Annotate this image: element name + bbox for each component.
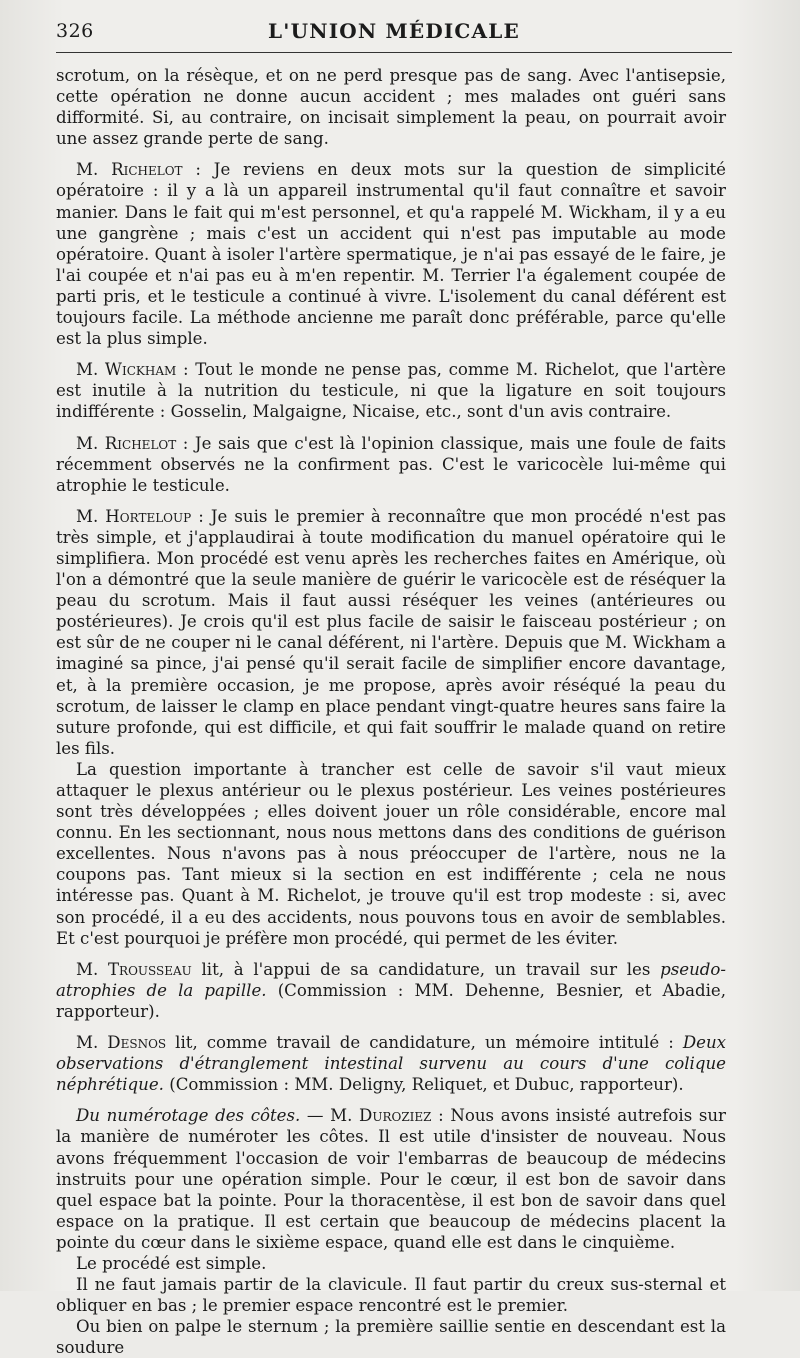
dash: — <box>300 1106 331 1126</box>
paragraph-horteloup-cont: La question importante à trancher est celle de savoir s'il vaut mieux attaquer le plexus antérieur ou le plexus postérieur. Les veines postérieures sont très développées ; elles doivent jouer un rôle considérable, encore mal connu. En les sectionnant, nous nous mettons dans des conditions de guérison excellentes. Nous n'avons pas à nous préoccuper de l'artère, nous ne la coupons pas. Tant mieux si la section en est indifférente ; cela ne nous intéresse pas. Quant à M. Richelot, je trouve qu'il est trop modeste : si, avec son procédé, il a eu des accidents, nous pouvons tous en avoir de semblables. Et c'est pourquoi je préfère mon procédé, qui permet de les éviter. <box>56 759 726 948</box>
paragraph-duroziez <box>56 1105 726 1253</box>
paragraph-trousseau <box>56 959 726 1022</box>
speaker-name: M. Richelot <box>76 433 177 453</box>
paragraph-wickham <box>56 359 726 422</box>
work-title: Deux observations d'étranglement intestinal survenu au cours d'une colique néphrétique. <box>56 1033 726 1095</box>
work-title: pseudo-atrophies de la papille. <box>56 959 726 1000</box>
paragraph-richelot-1 <box>56 159 726 349</box>
page-header <box>56 0 732 53</box>
speaker-name: M. Desnos <box>76 1033 167 1053</box>
paragraph-horteloup <box>56 506 726 759</box>
running-title: L'UNION MÉDICALE <box>268 19 520 43</box>
paragraph-richelot-2 <box>56 433 726 496</box>
speaker-name: M. Trousseau <box>76 959 192 979</box>
section-heading: Du numérotage des côtes. <box>76 1106 301 1126</box>
paragraph-clavicule: Il ne faut jamais partir de la clavicule. Il faut partir du creux sus-sternal et obliquer en bas ; le premier espace rencontré est le premier. <box>56 1275 726 1316</box>
paragraph-procede: Le procédé est simple. <box>76 1253 267 1273</box>
paragraph-text: : Nous avons insisté autrefois sur la manière de numéroter les côtes. Il est utile d'insister de nouveau. Nous avons fréquemment l'occasion de voir l'embarras de beaucoup de médecins instruits pour une opération simple. Pour le cœur, il est bon de savoir dans quel espace bat la pointe. Pour la thoracentèse, il est bon de savoir dans quel espace on la pratique. Il est certain que beaucoup de médecins placent la pointe du cœur dans le sixième espace, quand elle est dans le cinquième. <box>56 1106 726 1252</box>
speaker-name: M. Richelot <box>76 160 183 180</box>
paragraph-desnos <box>56 1032 726 1095</box>
page-number: 326 <box>56 20 94 42</box>
paragraph-text: : Tout le monde ne pense pas, comme M. Richelot, que l'artère est inutile à la nutrition du testicule, ni que la ligature en soit toujours indifférente : Gosselin, Malgaigne, Nicaise, etc., sont d'un avis contraire. <box>56 360 726 422</box>
paragraph-continuation: scrotum, on la résèque, et on ne perd presque pas de sang. Avec l'antisepsie, cette opération ne donne aucun accident ; mes malades ont guéri sans difformité. Si, au contraire, on incisait simplement la peau, on pourrait avoir une assez grande perte de sang. <box>56 66 726 149</box>
paragraph-text: lit, à l'appui de sa candidature, un travail sur les <box>191 959 661 979</box>
paragraph-sternum: Ou bien on palpe le sternum ; la première saillie sentie en descendant est la soudure <box>56 1317 726 1358</box>
paragraph-text: : Je suis le premier à reconnaître que mon procédé n'est pas très simple, et j'applaudirai à toute modification du manuel opératoire qui le simplifiera. Mon procédé est venu après les recherches faites en Amérique, où l'on a démontré que la seule manière de guérir le varicocèle est de réséquer la peau du scrotum. Mais il faut aussi réséquer les veines (antérieures ou postérieures). Je crois qu'il est plus facile de saisir le faisceau postérieur ; on est sûr de ne couper ni le canal déférent, ni l'artère. Depuis que M. Wickham a imaginé sa pince, j'ai pensé qu'il serait facile de simplifier encore davantage, et, à la première occasion, je me propose, après avoir réséqué la peau du scrotum, de laisser le clamp en place pendant vingt-quatre heures sans faire la suture profonde, qui est difficile, et qui fait souffrir le malade quand on retire les fils. <box>56 506 726 758</box>
paragraph-text: : Je sais que c'est là l'opinion classique, mais une foule de faits récemment observés ne la confirment pas. C'est le varicocèle lui-même qui atrophie le testicule. <box>56 433 726 495</box>
speaker-name: M. Horteloup <box>76 506 192 526</box>
paragraph-text: lit, comme travail de candidature, un mémoire intitulé : <box>166 1033 683 1053</box>
speaker-name: M. Wickham <box>76 360 177 380</box>
paragraph-text: (Commission : MM. Deligny, Reliquet, et Dubuc, rapporteur). <box>163 1075 684 1095</box>
paragraph-text: (Commission : MM. Dehenne, Besnier, et Abadie, rapporteur). <box>56 980 727 1021</box>
speaker-name: M. Duroziez <box>330 1106 432 1126</box>
paragraph-text: : Je reviens en deux mots sur la question de simplicité opératoire : il y a là un appareil instrumental qu'il faut connaître et savoir manier. Dans le fait qui m'est personnel, et qu'a rappelé M. Wickham, il y a eu une gangrène ; mais c'est un accident qui n'est pas imputable au mode opératoire. Quant à isoler l'artère spermatique, je n'ai pas essayé de le faire, je l'ai coupée et n'ai pas eu à m'en repentir. M. Terrier l'a également coupée de parti pris, et le testicule a continué à vivre. L'isolement du canal déférent est toujours facile. La méthode ancienne me paraît donc préférable, parce qu'elle est la plus simple. <box>56 160 726 349</box>
body-text <box>56 53 726 1358</box>
